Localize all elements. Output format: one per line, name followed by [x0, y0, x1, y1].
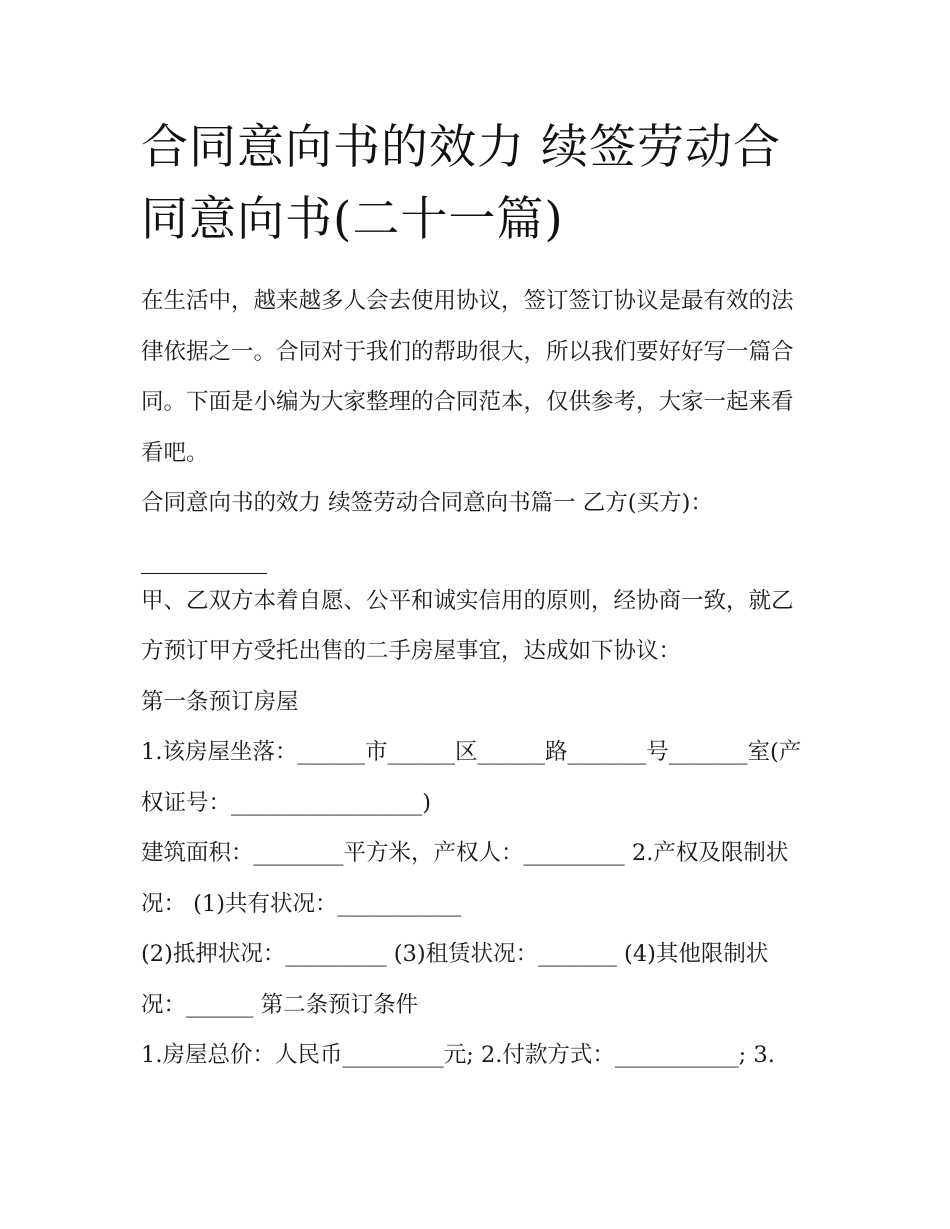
agreement-preamble: 甲、乙双方本着自愿、公平和诚实信用的原则，经协商一致，就乙方预订甲方受托出售的二手房屋事宜，达成如下协议：	[141, 587, 794, 664]
document-content	[141, 112, 811, 1081]
section-heading-part-one: 合同意向书的效力 续签劳动合同意向书篇一 乙方(买方)：	[141, 490, 713, 516]
document-title: 合同意向书的效力 续签劳动合同意向书(二十一篇)	[141, 120, 781, 247]
intro-paragraph: 在生活中，越来越多人会去使用协议，签订签订协议是最有效的法律依据之一。合同对于我们的帮助很大，所以我们要好好写一篇合同。下面是小编为大家整理的合同范本，仅供参考，大家一起来看看吧。	[141, 288, 794, 466]
building-area-clause: 建筑面积：________平方米，产权人：_________ 2.产权及限制状况： (1)共有状况：___________	[141, 840, 789, 917]
restriction-status-clause: (2)抵押状况：_________ (3)租赁状况：_______ (4)其他限制状况：______ 第二条预订条件	[141, 941, 769, 1018]
price-payment-clause: 1.房屋总价：人民币_________元; 2.付款方式：___________; 3.	[141, 1042, 775, 1068]
article-one-heading: 第一条预订房屋	[141, 688, 299, 715]
document-body	[141, 276, 811, 1081]
house-location-clause: 1.该房屋坐落：______市______区______路_______号_______室(产权证号：_________________)	[141, 739, 802, 816]
buyer-blank-line	[141, 529, 267, 574]
